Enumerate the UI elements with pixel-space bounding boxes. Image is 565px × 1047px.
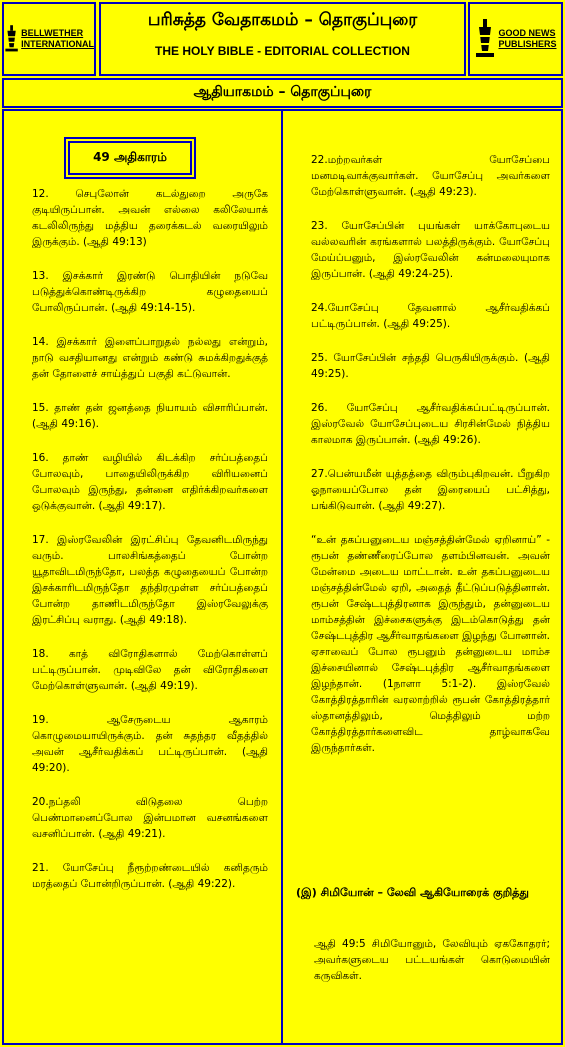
verse-paragraph: 12. செபுலோன் கடல்துறை அருகே குடியிருப்பான். அவன் எல்லை கலிலேயாக் கடலிலிருந்து மத்திய தரைக்கடல் வரையிலும் இருக்கும். (ஆதி 49:13) <box>32 188 268 248</box>
closing-paragraph: ஆதி 49:5 சிமியோனும், லேவியும் ஏககோதரர்; அவர்களுடைய பட்டயங்கள் கொடுமையின் கருவிகள். <box>314 938 550 982</box>
verse-paragraph: 16. தாண் வழியில் கிடக்கிற சர்ப்பத்தைப் போலவும், பாதையிலிருக்கிற விரியனைப் போலவும் இருந்து, தன்னை எதிர்க்கிறவர்களை ஒடுக்குவான். (ஆதி 49:17). <box>32 452 268 512</box>
publisher-logo-right <box>468 2 563 76</box>
logo-left-line1: BELLWETHER <box>21 28 84 38</box>
good-news-logo-icon <box>474 17 496 61</box>
left-column <box>32 186 268 910</box>
verse-paragraph: 14. இசக்கார் இளைப்பாறுதல் நல்லது என்றும், நாடு வசதியானது என்றும் கண்டு சுமக்கிறதுக்குத் தன் தோளைச் சாய்த்துப் பகுதி கட்டுவான். <box>32 336 268 380</box>
right-column <box>311 152 550 774</box>
verse-paragraph: 26. யோசேப்பு ஆசீர்வதிக்கப்பட்டிருப்பான். இஸ்ரவேல் யோசேப்புடைய சிரசின்மேல் நித்திய காலமாக இருப்பான். (ஆதி 49:26). <box>311 402 550 446</box>
verse-paragraph: 15. தாண் தன் ஜனத்தை நியாயம் விசாரிப்பான். (ஆதி 49:16). <box>32 402 268 430</box>
publisher-logo-left <box>2 2 96 76</box>
verse-paragraph: 20.நப்தலி விடுதலை பெற்ற பெண்மானைப்போல இன்பமான வசனங்களை வசனிப்பான். (ஆதி 49:21). <box>32 796 268 840</box>
verse-paragraph: 27.பென்யமீன் யுத்தத்தை விரும்புகிறவன். பீறுகிற ஓநாயைப்போல தன் இரையைப் பட்சித்து, பங்கிடுவான். (ஆதி 49:27). <box>311 468 550 512</box>
verse-paragraph: 23. யோசேப்பின் புயங்கள் யாக்கோபுடைய வல்லவரின் கரங்களால் பலத்திருக்கும். யோசேப்பு மேய்ப்பனும், இஸ்ரவேலின் கன்மலையுமாக இருப்பான். (ஆதி 49:24-25). <box>311 220 550 280</box>
column-divider <box>281 111 283 1043</box>
bellwether-logo-icon <box>4 17 19 61</box>
subtitle-banner <box>2 78 563 108</box>
title-banner <box>99 2 466 76</box>
section-heading: (இ) சிமியோன் – லேவி ஆகியோரைக் குறித்து <box>296 886 529 899</box>
verse-paragraph: “உன் தகப்பனுடைய மஞ்சத்தின்மேல் ஏறினாய்” - ரூபன் தண்ணீரைப்போல தளம்பினவன். அவன் மேன்மை அடைய மாட்டான். உன் தகப்பனுடைய மஞ்சத்தின்மேல் ஏறி, அதைத் தீட்டுப்படுத்தினான். ரூபன் சேஷ்டபுத்திரனாக இருந்தும், தன்னுடைய மாம்சத்தின் இச்சைகளுக்கு இடம்கொடுத்து தன் சேஷ்டபுத்திர ஆசீர்வாதங்களை இழந்து போனான். ஏசாவைப் போல ரூபனும் தன்னுடைய மாம்ச இச்சையினால் சேஷ்டபுத்திர ஆசீர்வாதங்களை இழந்தான். (1நாளா 5:1-2). இஸ்ரவேல் கோத்திரத்தாரின் வரலாற்றில் ரூபன் கோத்திரத்தார் ஸ்தானத்திலும், மெத்திலும் மற்ற கோத்திரத்தார்களைவிட தாழ்வாகவே இருந்தார்கள். <box>311 534 550 754</box>
verse-paragraph: 25. யோசேப்பின் சந்ததி பெருகியிருக்கும். (ஆதி 49:25). <box>311 352 550 380</box>
logo-right-line2: PUBLISHERS <box>498 39 557 49</box>
verse-paragraph: 18. காத் விரோதிகளால் மேற்கொள்ளப் பட்டிருப்பான். முடிவிலே தன் விரோதிகளை மேற்கொள்ளுவான். (ஆதி 49:19). <box>32 648 268 692</box>
title-english: THE HOLY BIBLE - EDITORIAL COLLECTION <box>155 44 410 58</box>
title-tamil: பரிசுத்த வேதாகமம் – தொகுப்புரை <box>147 10 418 30</box>
book-subtitle: ஆதியாகமம் – தொகுப்புரை <box>193 84 372 100</box>
logo-left-line2: INTERNATIONAL <box>21 39 94 49</box>
verse-paragraph: 13. இசக்கார் இரண்டு பொதியின் நடுவே படுத்துக்கொண்டிருக்கிற கழுதையைப் போலிருப்பான். (ஆதி 49:14-15). <box>32 270 268 314</box>
verse-paragraph: 19. ஆசேருடைய ஆகாரம் கொழுமையாயிருக்கும். தன் சுதந்தர வீதத்தில் அவன் ஆசீர்வதிக்கப் பட்டிருப்பான். (ஆதி 49:20). <box>32 714 268 774</box>
verse-paragraph: 17. இஸ்ரவேலின் இரட்சிப்பு தேவனிடமிருந்து வரும். பாலசிங்கத்தைப் போன்ற யூதாவிடமிருந்தோ, பலத்த கழுதையைப் போன்ற இசக்காரிடமிருந்தோ தந்திரமுள்ள சர்ப்பத்தைப் போன்ற தாணிடமிருந்தோ இஸ்ரவேலுக்கு இரட்சிப்பு வராது. (ஆதி 49:18). <box>32 534 268 626</box>
verse-paragraph: 21. யோசேப்பு நீரூற்றண்டையில் கனிதரும் மரத்தைப் போன்றிருப்பான். (ஆதி 49:22). <box>32 862 268 890</box>
verse-paragraph: 22.மற்றவர்கள் யோசேப்பை மனமடிவாக்குவார்கள். யோசேப்பு அவர்களை மேற்கொள்ளுவான். (ஆதி 49:23). <box>311 154 550 198</box>
verse-paragraph: 24.யோசேப்பு தேவனால் ஆசீர்வதிக்கப் பட்டிருப்பான். (ஆதி 49:25). <box>311 302 550 330</box>
chapter-label: 49 அதிகாரம் <box>68 141 192 175</box>
logo-right-line1: GOOD NEWS <box>498 28 556 38</box>
